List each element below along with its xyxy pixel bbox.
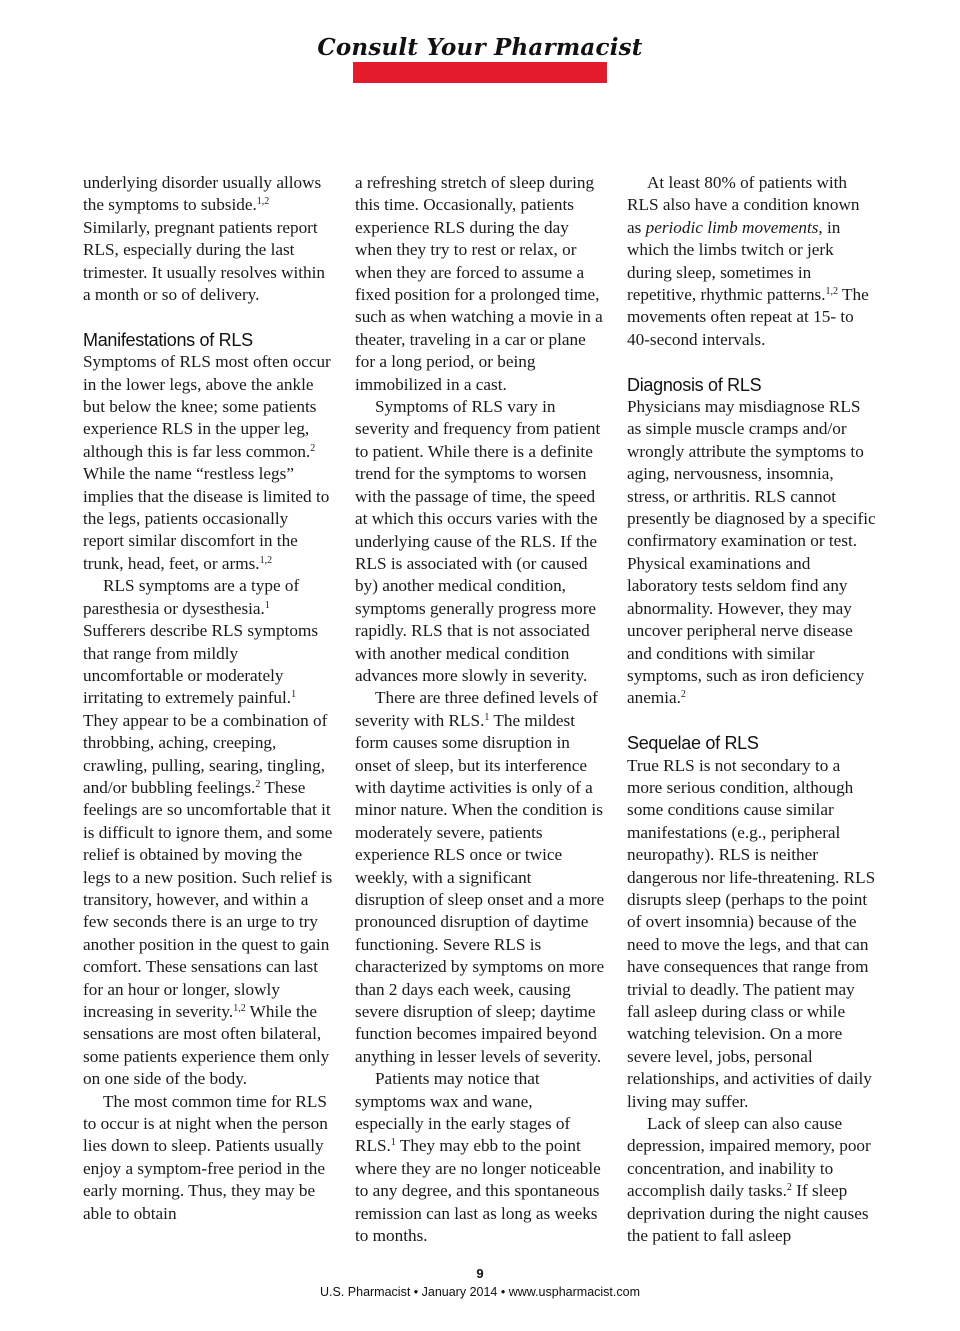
- page-number: 9: [476, 1266, 484, 1281]
- paragraph: Symptoms of RLS vary in severity and frequency from patient to patient. While there is a definite trend for the symptoms to worsen with the passage of time, the speed at which this occurs varies with the underlying cause of the RLS. If the RLS is associated with (or caused by) another medical condition, symptoms generally progress more rapidly. RLS that is not associated with another medical condition advances more slowly in severity.: [355, 397, 601, 685]
- paragraph: The most common time for RLS to occur is at night when the person lies down to sleep. Patients usually enjoy a symptom-free period in the early morning. Thus, they may be able to obtain: [83, 1091, 328, 1223]
- paragraph: There are three defined levels of severity with RLS.$^1$ The mildest form causes some disruption in onset of sleep, but its interference with daytime activities is only of a minor nature. When the condition is moderately severe, patients experience RLS once or twice weekly, with a significant disruption of sleep onset and a more pronounced disruption of daytime functioning. Severe RLS is characterized by symptoms on more than 2 days each week, causing severe disruption of sleep; daytime function becomes impaired beyond anything in lesser levels of severity.: [355, 688, 605, 1066]
- paragraph: Lack of sleep can also cause depression, impaired memory, poor concentration, and inability to accomplish daily tasks.$^2$ If sleep deprivation during the night causes the patient to fall asleep: [627, 1114, 871, 1246]
- footer-publication-line: U.S. Pharmacist • January 2014 • www.uspharmacist.com: [320, 1285, 640, 1299]
- column-2: [355, 172, 605, 1248]
- paragraph: Physicians may misdiagnose RLS as simple muscle cramps and/or wrongly attribute the symptoms to aging, nervousness, insomnia, stress, or arthritis. RLS cannot presently be diagnosed by a specific confirmatory examination or test. Physical examinations and laboratory tests seldom find any abnormality. However, they may uncover peripheral nerve disease and conditions with similar symptoms, such as iron deficiency anemia.$^2$: [627, 397, 876, 708]
- header-accent-bar: [353, 62, 607, 83]
- section-heading-manifestations: Manifestations of RLS: [83, 329, 253, 350]
- paragraph: Patients may notice that symptoms wax and wane, especially in the early stages of RLS.$^1$ They may ebb to the point where they are no longer noticeable to any degree, and this spontaneous remission can last as long as weeks to months.: [355, 1069, 601, 1246]
- column-3: [627, 172, 877, 1247]
- page-header: [0, 34, 960, 61]
- paragraph: True RLS is not secondary to a more serious condition, although some conditions cause similar manifestations (e.g., peripheral neuropathy). RLS is neither dangerous nor life-threatening. RLS disrupts sleep (perhaps to the point of overt insomnia) because of the need to move the legs, and that can have consequences that range from trivial to deadly. The patient may fall asleep during class or while watching television. On a more severe level, jobs, personal relationships, and activities of daily living may suffer.: [627, 755, 876, 1111]
- paragraph: underlying disorder usually allows the symptoms to subside.$^{1,2}$ Similarly, pregnant patients report RLS, especially during the last trimester. It usually resolves within a month or so of delivery.: [83, 173, 326, 305]
- section-heading-sequelae: Sequelae of RLS: [627, 733, 759, 754]
- paragraph: RLS symptoms are a type of paresthesia or dysesthesia.$^1$ Sufferers describe RLS symptoms that range from mildly uncomfortable or moderately irritating to extremely painful.$^1$ They appear to be a combination of throbbing, aching, creeping, crawling, pulling, searing, tingling, and/or bubbling feelings.$^2$ These feelings are so uncomfortable that it is difficult to ignore them, and some relief is obtained by moving the legs to a new position. Such relief is transitory, however, and within a few seconds there is an urge to try another position in the quest to gain comfort. These sensations can last for an hour or longer, slowly increasing in severity.$^{1,2}$ While the sensations are most often bilateral, some patients experience them only on one side of the body.: [83, 576, 333, 1089]
- paragraph: Symptoms of RLS most often occur in the lower legs, above the ankle but below the knee; some patients experience RLS in the upper leg, although this is far less common.$^2$ While the name “restless legs” implies that the disease is limited to the legs, patients occasionally report similar discomfort in the trunk, head, feet, or arms.$^{1,2}$: [83, 352, 331, 573]
- paragraph: At least 80% of patients with RLS also have a condition known as periodic limb movements, in which the limbs twitch or jerk during sleep, sometimes in repetitive, rhythmic patterns.$^{1,2}$ The movements often repeat at 15- to 40-second intervals.: [627, 173, 869, 349]
- column-1: [83, 172, 333, 1225]
- paragraph: a refreshing stretch of sleep during this time. Occasionally, patients experience RLS during the day when they try to rest or relax, or when they are forced to assume a fixed position for a prolonged time, such as when watching a movie in a theater, traveling in a car or plane for a long period, or being immobilized in a cast.: [355, 173, 603, 394]
- section-heading-diagnosis: Diagnosis of RLS: [627, 374, 762, 395]
- header-title: Consult Your Pharmacist: [317, 34, 643, 61]
